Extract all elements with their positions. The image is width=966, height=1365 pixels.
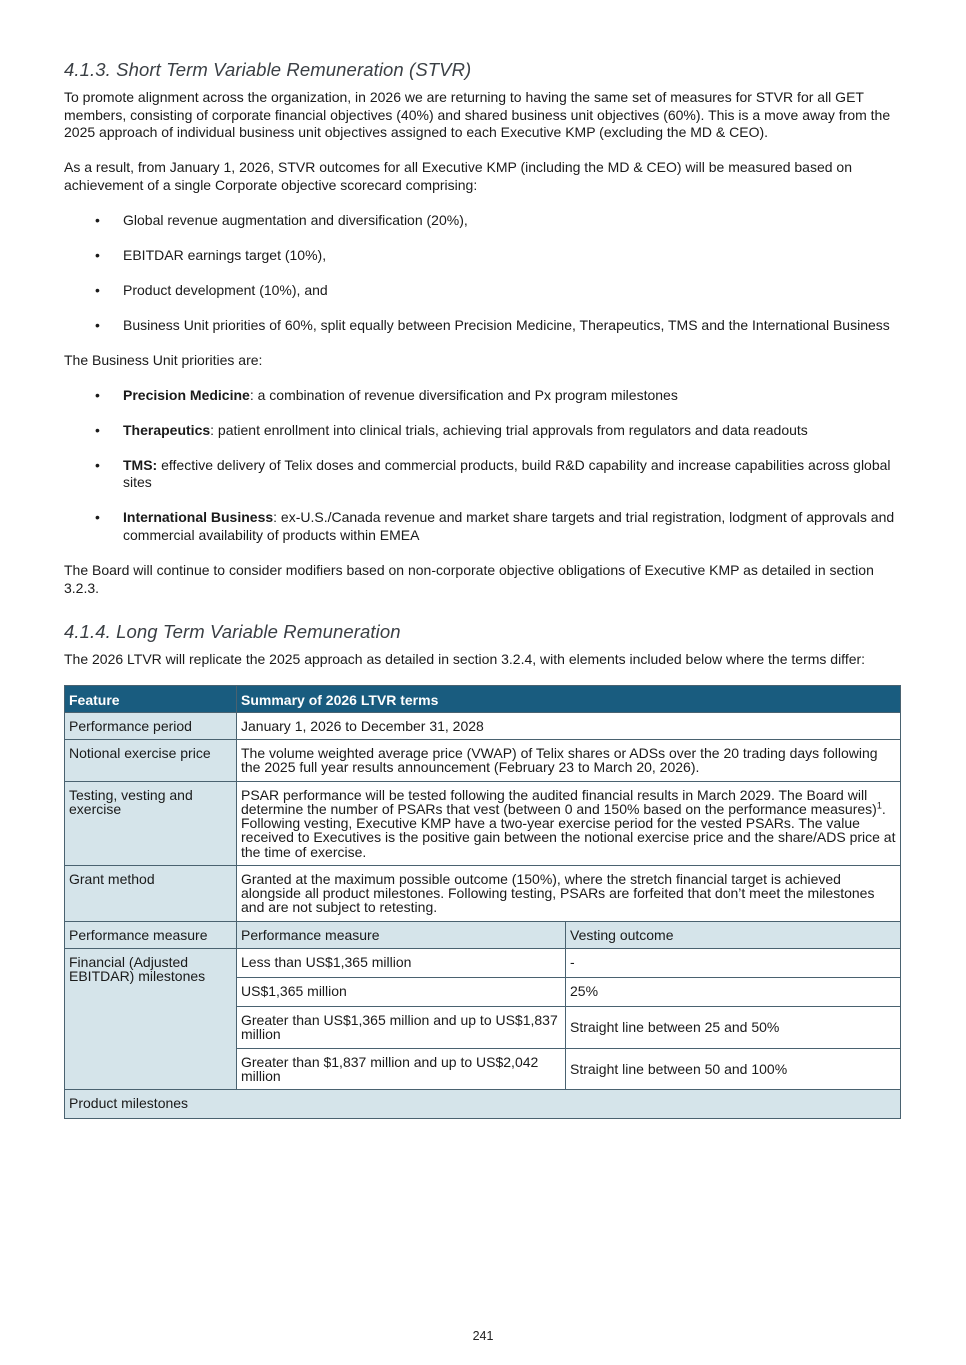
row-summary: January 1, 2026 to December 31, 2028 (237, 712, 901, 739)
list-item: • TMS: effective delivery of Telix doses and commercial products, build R&D capability and increase capabilities across global sites (95, 456, 891, 491)
column-header-feature: Feature (65, 685, 237, 712)
table-row (65, 781, 901, 865)
row-label: Grant method (65, 865, 237, 921)
list-item: • Therapeutics: patient enrollment into clinical trials, achieving trial approvals from regulators and data readouts (95, 421, 808, 438)
stvr-paragraph-3: The Board will continue to consider modifiers based on non-corporate objective obligations of Executive KMP as detailed in section 3.2.3. (64, 562, 874, 597)
table-row (65, 1090, 901, 1119)
table-row (65, 949, 901, 978)
list-item: • Global revenue augmentation and diversification (20%), (95, 212, 468, 229)
scorecard-list (64, 212, 901, 335)
stvr-paragraph-1: To promote alignment across the organization, in 2026 we are returning to having the same set of measures for STVR for all GET members, consisting of corporate financial objectives (40%) and shared business unit objectives (60%). This is a move away from the 2025 approach of individual business unit objectives assigned to each Executive KMP (excluding the MD & CEO). (64, 88, 891, 141)
product-milestones-label: Product milestones (65, 1090, 901, 1119)
row-summary: The volume weighted average price (VWAP) of Telix shares or ADSs over the 20 trading days following the 2025 full year results announcement (February 23 to March 20, 2026). (237, 740, 901, 782)
measure-header-row (65, 921, 901, 948)
outcome-column-header: Vesting outcome (566, 921, 901, 948)
stvr-paragraph-2: As a result, from January 1, 2026, STVR outcomes for all Executive KMP (including the MD & CEO) will be measured based on achievement of a single Corporate objective scorecard comprising: (64, 159, 852, 194)
page-content (64, 58, 901, 1119)
ltvr-intro: The 2026 LTVR will replicate the 2025 approach as detailed in section 3.2.4, with elements included below where the terms differ: (64, 650, 866, 667)
outcome-cell: 25% (566, 978, 901, 1007)
bullet-icon: • (95, 282, 100, 299)
outcome-cell: Straight line between 25 and 50% (566, 1007, 901, 1049)
list-item: • Precision Medicine: a combination of revenue diversification and Px program milestones (95, 386, 678, 403)
row-summary: PSAR performance will be tested following the audited financial results in March 2029. The Board will determine the number of PSARs that vest (between 0 and 150% based on the performance measures)$^1$. Following vesting, Executive KMP have a two-year exercise period for the vested PSARs. The value received to Executives is the positive gain between the notional exercise price and the share/ADS price at the time of exercise. (237, 781, 901, 865)
table-row (65, 740, 901, 782)
list-item: • International Business: ex-U.S./Canada revenue and market share targets and trial registration, lodgment of approvals and commercial availability of products within EMEA (95, 509, 895, 544)
row-label: Performance measure (65, 921, 237, 948)
row-summary: Granted at the maximum possible outcome (150%), where the stretch financial target is achieved alongside all product milestones. Following testing, PSARs are forfeited that don’t meet the milestones and are not subject to retesting. (237, 865, 901, 921)
column-header-summary: Summary of 2026 LTVR terms (237, 685, 901, 712)
bu-priorities-list (64, 387, 901, 545)
list-item: • Product development (10%), and (95, 282, 328, 299)
measure-cell: Less than US$1,365 million (237, 949, 566, 978)
footnote-marker: 1 (876, 800, 882, 811)
bullet-icon: • (95, 509, 100, 526)
measure-column-header: Performance measure (237, 921, 566, 948)
measure-cell: Greater than US$1,365 million and up to US$1,837 million (237, 1007, 566, 1049)
outcome-cell: - (566, 949, 901, 978)
bu-priorities-intro: The Business Unit priorities are: (64, 351, 263, 368)
ltvr-terms-table (64, 685, 901, 1120)
table-row (65, 865, 901, 921)
section-title-ltvr: 4.1.4. Long Term Variable Remuneration (64, 620, 401, 642)
row-label: Testing, vesting and exercise (65, 781, 237, 865)
row-label: Performance period (65, 712, 237, 739)
bullet-icon: • (95, 421, 100, 438)
bullet-icon: • (95, 456, 100, 473)
table-row (65, 712, 901, 739)
table-header-row (65, 685, 901, 712)
bullet-icon: • (95, 386, 100, 403)
list-item: • Business Unit priorities of 60%, split equally between Precision Medicine, Therapeutics, TMS and the International Business (95, 316, 890, 333)
bullet-icon: • (95, 212, 100, 229)
section-title-stvr: 4.1.3. Short Term Variable Remuneration (STVR) (64, 59, 472, 80)
row-label: Notional exercise price (65, 740, 237, 782)
outcome-cell: Straight line between 50 and 100% (566, 1048, 901, 1090)
list-item: • EBITDAR earnings target (10%), (95, 247, 327, 264)
measure-cell: US$1,365 million (237, 978, 566, 1007)
bullet-icon: • (95, 247, 100, 264)
page-number: 241 (472, 1329, 494, 1343)
measure-cell: Greater than $1,837 million and up to US$2,042 million (237, 1048, 566, 1090)
bullet-icon: • (95, 316, 100, 333)
financial-milestones-label: Financial (Adjusted EBITDAR) milestones (65, 949, 237, 1090)
